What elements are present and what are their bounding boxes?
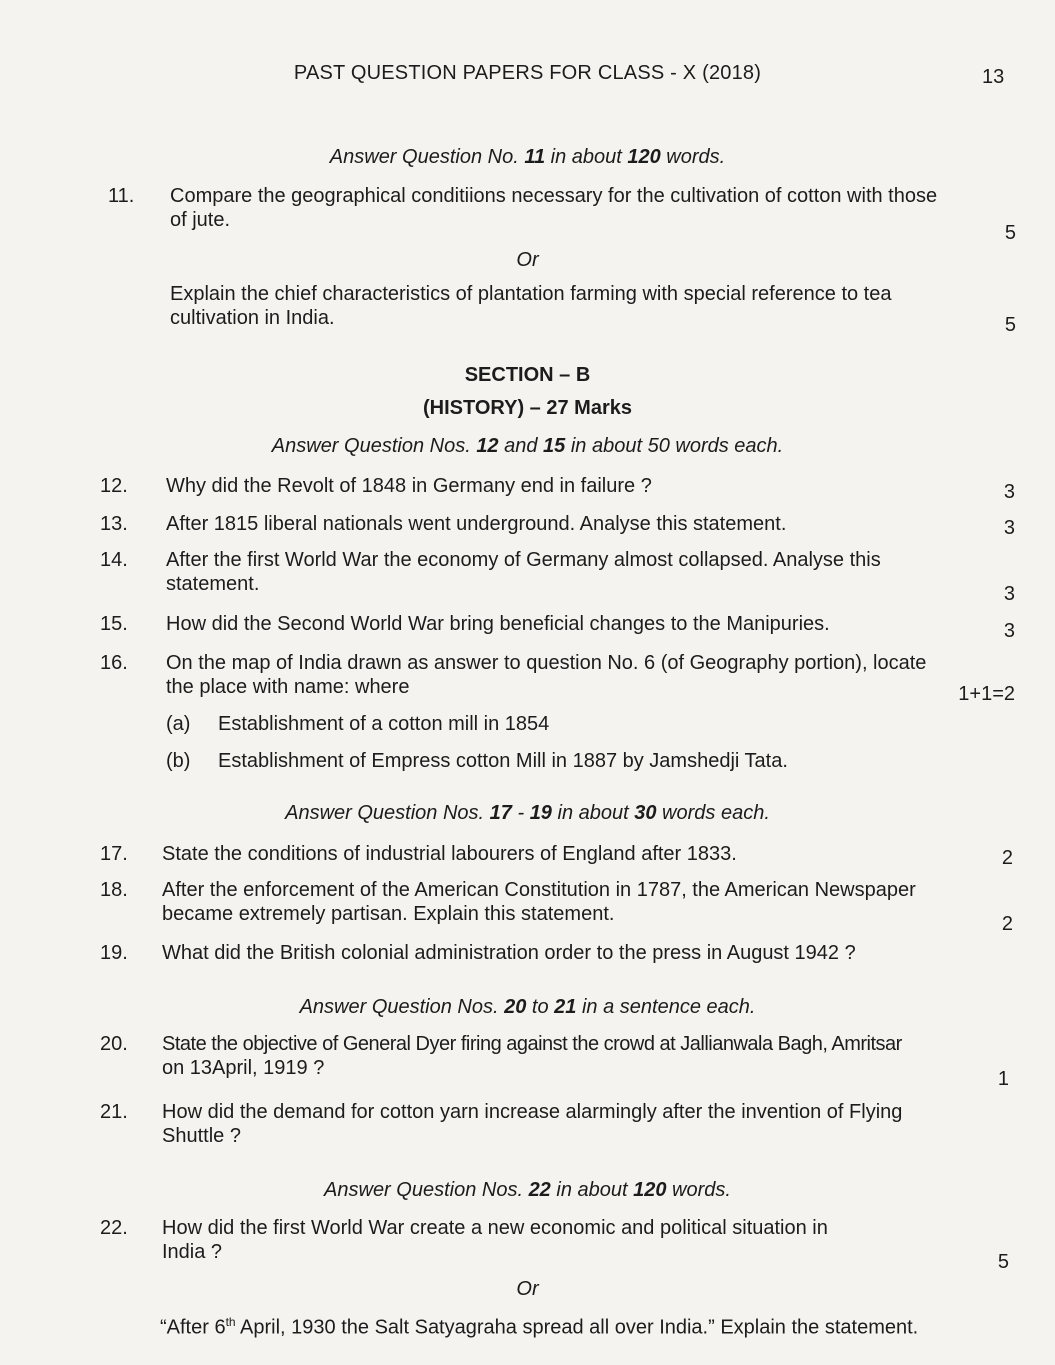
marks-q18: 2 xyxy=(1001,913,1013,935)
marks-q22: 5 xyxy=(997,1251,1009,1273)
marks-q16: 1+1=2 xyxy=(958,683,1015,705)
question-number: 20. xyxy=(100,1033,128,1055)
question-number: 19. xyxy=(100,942,128,964)
instruction-q11: Answer Question No. 11 in about 120 words. xyxy=(329,146,726,168)
question-paper-page: PAST QUESTION PAPERS FOR CLASS - X (2018) 13 Answer Question No. 11 in about 120 words. 11. Compare the geographical conditiions necessary for the cultivation of cotton with those of jute. 5 Or Explain the chief characteristics of plantation farming with special reference to tea cultivation in India. 5 SECTION – B (HISTORY) – 27 Marks Answer Question Nos. 12 and 15 in about 50 words each. 12. Why did the Revolt of 1848 in Germany end in failure ? 3 13. After 1815 liberal nationals went underground. Analyse this statement. 3 14. After the first World War the economy of Germany almost collapsed. Analyse this statement. 3 15. How did the Second World War bring beneficial changes to the Manipuries. 3 16. On the map of India drawn as answer to question No. 6 (of Geography portion), locate the place with name: where 1+1=2 (a) Establishment of a cotton mill in 1854 (b) Establishment of Empress cotton Mill in 1887 by Jamshedji Tata. Answer Question Nos. 17 - 19 in about 30 words each. 17. State the conditions of industrial labourers of England after 1833. 2 18. After the enforcement of the American Constitution in 1787, the American Newspaper became extremely partisan. Explain this statement. 2 19. What did the British colonial administration order to the press in August 1942 ? Answer Question Nos. 20 to 21 in a sentence each. 20. State the objective of General Dyer firing against the crowd at Jallianwala Bagh, Amritsar on 13April, 1919 ? 1 21. How did the demand for cotton yarn increase alarmingly after the invention of Flying Shuttle ? Answer Question Nos. 22 in about 120 words. 22. How did the first World War create a new economic and political situation in India ? 5 Or “After 6th April, 1930 the Salt Satyagraha spread all over India.” Explain the statement. xyxy=(0,0,1055,1365)
question-22-alternative: “After 6th April, 1930 the Salt Satyagraha spread all over India.” Explain the statement. xyxy=(160,1315,919,1339)
question-number: 22. xyxy=(100,1217,128,1239)
instruction-q17-19: Answer Question Nos. 17 - 19 in about 30 words each. xyxy=(285,802,770,824)
instruction-q20-21: Answer Question Nos. 20 to 21 in a sentence each. xyxy=(299,996,756,1018)
question-number: 14. xyxy=(100,549,128,571)
marks-q15: 3 xyxy=(1003,620,1015,642)
question-16-part-b: (b) Establishment of Empress cotton Mill in 1887 by Jamshedji Tata. xyxy=(166,750,788,772)
question-number: 17. xyxy=(100,843,128,865)
section-title: SECTION – B xyxy=(464,364,591,386)
question-number: 16. xyxy=(100,652,128,674)
question-number: 13. xyxy=(100,513,128,535)
instruction-q12-15: Answer Question Nos. 12 and 15 in about 50 words each. xyxy=(271,435,784,457)
marks-q11: 5 xyxy=(1004,222,1016,244)
question-16-part-a: (a) Establishment of a cotton mill in 1854 xyxy=(166,713,550,735)
running-header-title: PAST QUESTION PAPERS FOR CLASS - X (2018) xyxy=(293,62,762,84)
instruction-q22: Answer Question Nos. 22 in about 120 words. xyxy=(324,1179,731,1201)
marks-q14: 3 xyxy=(1003,583,1015,605)
question-number: 11. xyxy=(108,185,135,207)
question-number: 12. xyxy=(100,475,128,497)
question-11-alternative: Explain the chief characteristics of plantation farming with special reference to tea cultivation in India. xyxy=(170,283,892,329)
marks-q20: 1 xyxy=(997,1068,1009,1090)
page-number: 13 xyxy=(982,66,1005,88)
marks-q12: 3 xyxy=(1003,481,1015,503)
question-number: 15. xyxy=(100,613,128,635)
question-number: 18. xyxy=(100,879,128,901)
marks-q13: 3 xyxy=(1003,517,1015,539)
marks-q17: 2 xyxy=(1001,847,1013,869)
question-number: 21. xyxy=(100,1101,128,1123)
or-separator: Or xyxy=(516,1278,539,1300)
marks-q11-alt: 5 xyxy=(1004,314,1016,336)
or-separator: Or xyxy=(516,249,539,271)
section-subtitle: (HISTORY) – 27 Marks xyxy=(423,397,632,419)
